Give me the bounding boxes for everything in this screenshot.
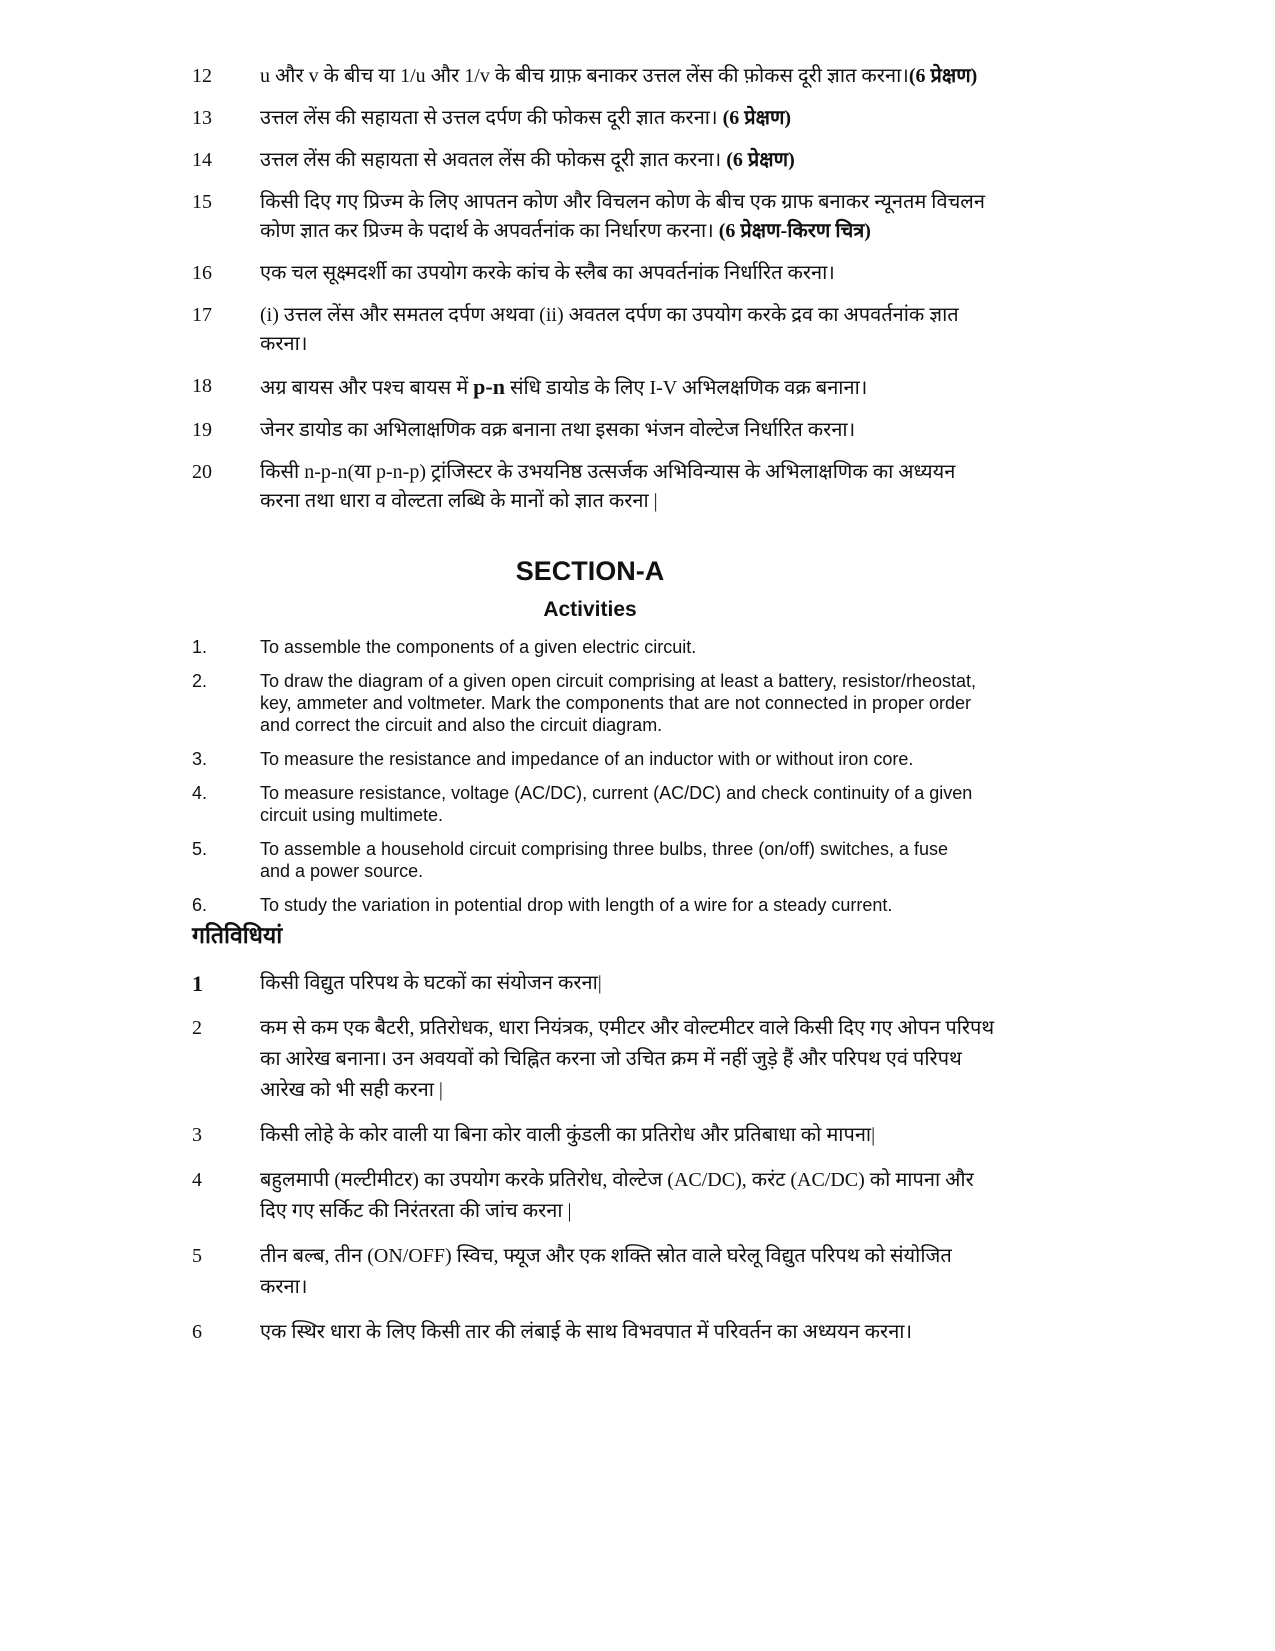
item-bold-text: p-n [473,374,505,399]
item-text: किसी लोहे के कोर वाली या बिना कोर वाली कुंडली का प्रतिरोध और प्रतिबाधा को मापना| [260,1124,876,1146]
list-item [192,894,1012,916]
item-text: किसी n-p-n(या p-n-p) ट्रांजिस्टर के उभयनिष्ठ उत्सर्जक अभिविन्यास के अभिलाक्षणिक का अध्ययन करना तथा धारा व वोल्टता लब्धि के मानों को ज्ञात करना | [260,461,956,512]
activities-english-list [192,636,1012,928]
list-item [192,636,1012,658]
list-item [192,748,1012,770]
list-item [192,1120,1012,1151]
item-number: 5 [192,1245,202,1267]
item-text: To draw the diagram of a given open circuit comprising at least a battery, resistor/rheostat, key, ammeter and voltmeter. Mark the components that are not connected in proper order and correct the circuit and also the circuit diagram. [260,671,977,735]
item-number: 3 [192,1124,202,1146]
item-text: तीन बल्ब, तीन (ON/OFF) स्विच, फ्यूज और एक शक्ति स्रोत वाले घरेलू विद्युत परिपथ को संयोजित करना। [260,1245,952,1298]
item-text: किसी विद्युत परिपथ के घटकों का संयोजन करना| [260,972,602,994]
item-bold-text: (6 प्रेक्षण) [908,65,978,87]
list-item [192,372,1012,403]
item-text-continued: संधि डायोड के लिए I-V अभिलक्षणिक वक्र बनाना। [504,377,868,399]
item-number: 15 [192,191,212,213]
item-number: 4 [192,1169,202,1191]
item-number: 2 [192,1017,202,1039]
list-item [192,146,1012,175]
item-text: To study the variation in potential drop with length of a wire for a steady current. [260,895,893,915]
list-item [192,670,1012,736]
item-bold-text: (6 प्रेक्षण) [726,149,795,171]
list-item [192,62,1012,91]
item-number: 3. [192,749,208,769]
item-text: किसी दिए गए प्रिज्म के लिए आपतन कोण और विचलन कोण के बीच एक ग्राफ बनाकर न्यूनतम विचलन कोण ज्ञात कर प्रिज्म के पदार्थ के अपवर्तनांक का निर्धारण करना। [260,191,985,242]
activities-hindi-title: गतिविधियां [192,923,283,948]
list-item [192,968,1012,999]
list-item [192,259,1012,288]
item-text: To measure the resistance and impedance of an inductor with or without iron core. [260,749,914,769]
item-number: 13 [192,107,212,129]
item-number: 5. [192,839,208,859]
practicals-hindi-list [192,62,1012,529]
list-item [192,1165,1012,1227]
list-item [192,782,1012,826]
list-item [192,301,1012,359]
item-number: 17 [192,304,212,326]
item-text: एक स्थिर धारा के लिए किसी तार की लंबाई के साथ विभवपात में परिवर्तन का अध्ययन करना। [260,1321,913,1343]
list-item [192,1241,1012,1303]
list-item [192,104,1012,133]
item-number: 20 [192,461,212,483]
item-number: 6. [192,895,208,915]
list-item [192,1013,1012,1106]
list-item [192,1317,1012,1348]
item-text: जेनर डायोड का अभिलाक्षणिक वक्र बनाना तथा इसका भंजन वोल्टेज निर्धारित करना। [260,419,856,441]
item-number: 18 [192,375,212,397]
item-text: u और v के बीच या 1/u और 1/v के बीच ग्राफ़ बनाकर उत्तल लेंस की फ़ोकस दूरी ज्ञात करना। [260,65,909,87]
item-text: उत्तल लेंस की सहायता से अवतल लेंस की फोकस दूरी ज्ञात करना। [260,149,727,171]
item-text: एक चल सूक्ष्मदर्शी का उपयोग करके कांच के स्लैब का अपवर्तनांक निर्धारित करना। [260,262,835,284]
activities-hindi-list [192,968,1012,1362]
item-text: (i) उत्तल लेंस और समतल दर्पण अथवा (ii) अवतल दर्पण का उपयोग करके द्रव का अपवर्तनांक ज्ञात करना। [260,304,959,355]
item-bold-text: (6 प्रेक्षण-किरण चित्र) [718,220,871,242]
item-bold-text: (6 प्रेक्षण) [722,107,792,129]
item-number: 2. [192,671,208,691]
item-number: 14 [192,149,212,171]
list-item [192,458,1012,516]
item-number: 4. [192,783,208,803]
item-number: 1. [192,637,208,657]
item-text: To measure resistance, voltage (AC/DC), current (AC/DC) and check continuity of a given circuit using multimete. [260,783,973,825]
item-text: उत्तल लेंस की सहायता से उत्तल दर्पण की फोकस दूरी ज्ञात करना। [260,107,723,129]
item-text: To assemble a household circuit comprising three bulbs, three (on/off) switches, a fuse and a power source. [260,839,949,881]
list-item [192,838,1012,882]
list-item [192,188,1012,246]
item-text: कम से कम एक बैटरी, प्रतिरोधक, धारा नियंत्रक, एमीटर और वोल्टमीटर वाले किसी दिए गए ओपन परिपथ का आरेख बनाना। उन अवयवों को चिह्नित करना जो उचित क्रम में नहीं जुड़े हैं और परिपथ एवं परिपथ आरेख को भी सही करना | [260,1017,995,1101]
item-number: 1 [192,971,203,996]
item-text: अग्र बायस और पश्च बायस में [260,377,474,399]
list-item [192,416,1012,445]
section-title: SECTION-A [515,556,665,586]
item-text: To assemble the components of a given electric circuit. [260,637,697,657]
item-text: बहुलमापी (मल्टीमीटर) का उपयोग करके प्रतिरोध, वोल्टेज (AC/DC), करंट (AC/DC) को मापना और दिए गए सर्किट की निरंतरता की जांच करना | [260,1169,974,1222]
item-number: 16 [192,262,212,284]
item-number: 6 [192,1321,202,1343]
activities-title: Activities [543,598,637,621]
item-number: 19 [192,419,212,441]
item-number: 12 [192,65,212,87]
